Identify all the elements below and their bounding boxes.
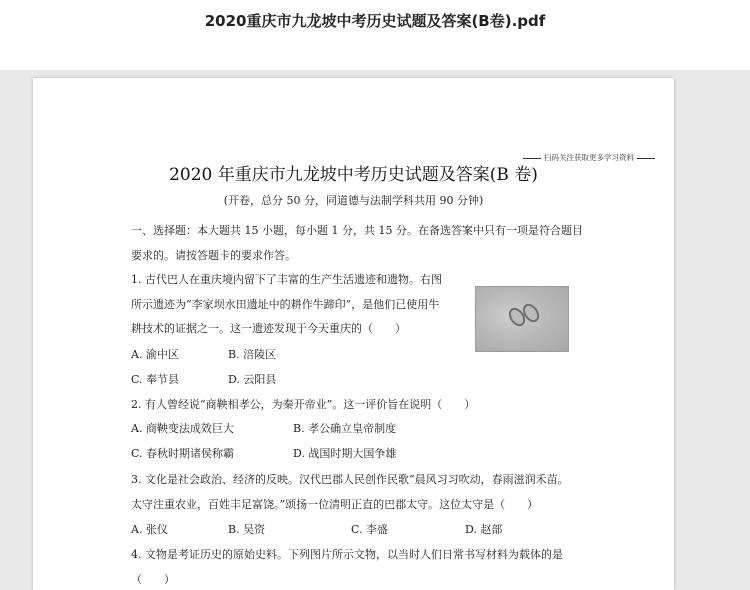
question-4-line2: （ ） [131,573,175,586]
q2-option-d: D. 战国时期大国争雄 [293,447,397,460]
exam-title: 2020 年重庆市九龙坡中考历史试题及答案(B 卷) [169,165,538,185]
q1-option-b: B. 涪陵区 [228,348,277,361]
q2-option-c: C. 春秋时期诸侯称霸 [131,447,235,460]
q3-option-d: D. 赵部 [465,523,503,536]
hoofprint-photo [475,286,569,352]
q2-option-b: B. 孝公确立皇帝制度 [293,422,397,435]
file-title: 2020重庆市九龙坡中考历史试题及答案(B卷).pdf [204,12,546,30]
q2-option-a: A. 商鞅变法成效巨大 [131,422,234,435]
question-1-line1: 1. 古代巴人在重庆境内留下了丰富的生产生活遗迹和遗物。右图 [131,273,442,286]
question-1-line3: 耕技术的证据之一。这一遗迹发现于今天重庆的（ ） [131,322,406,335]
section-instructions-line1: 一、选择题：本大题共 15 小题，每小题 1 分，共 15 分。在备选答案中只有一项是符合题目 [131,224,583,237]
exam-subtitle: (开卷，总分 50 分，同道德与法制学科共用 90 分钟) [223,194,484,207]
document-page[interactable] [33,78,674,590]
question-3-line1: 3. 文化是社会政治、经济的反映。汉代巴郡人民创作民歌“晨风习习吹动，春雨滋润禾苗。 [131,473,569,486]
section-instructions-line2: 要求的。请按答题卡的要求作答。 [131,249,296,262]
q1-option-c: C. 奉节县 [131,373,180,386]
question-1-line2: 所示遗迹为“李家坝水田遗址中的耕作牛蹄印”，是他们已使用牛 [131,298,440,311]
q3-option-b: B. 吴资 [228,523,266,536]
q1-option-a: A. 渝中区 [131,348,179,361]
question-2-line1: 2. 有人曾经说“商鞅相孝公，为秦开帝业”。这一评价旨在说明（ ） [131,398,476,411]
q1-option-d: D. 云阳县 [228,373,277,386]
watermark-text: 扫码关注获取更多学习资料 [520,152,658,163]
question-4-line1: 4. 文物是考证历史的原始史料。下列图片所示文物，以当时人们日常书写材料为载体的是 [131,548,563,561]
viewer-header [0,0,750,70]
q3-option-c: C. 李盛 [351,523,389,536]
q3-option-a: A. 张仪 [131,523,168,536]
question-3-line2: 太守注重农业，百姓丰足富饶。”颂扬一位清明正直的巴郡太守。这位太守是（ ） [131,498,539,511]
